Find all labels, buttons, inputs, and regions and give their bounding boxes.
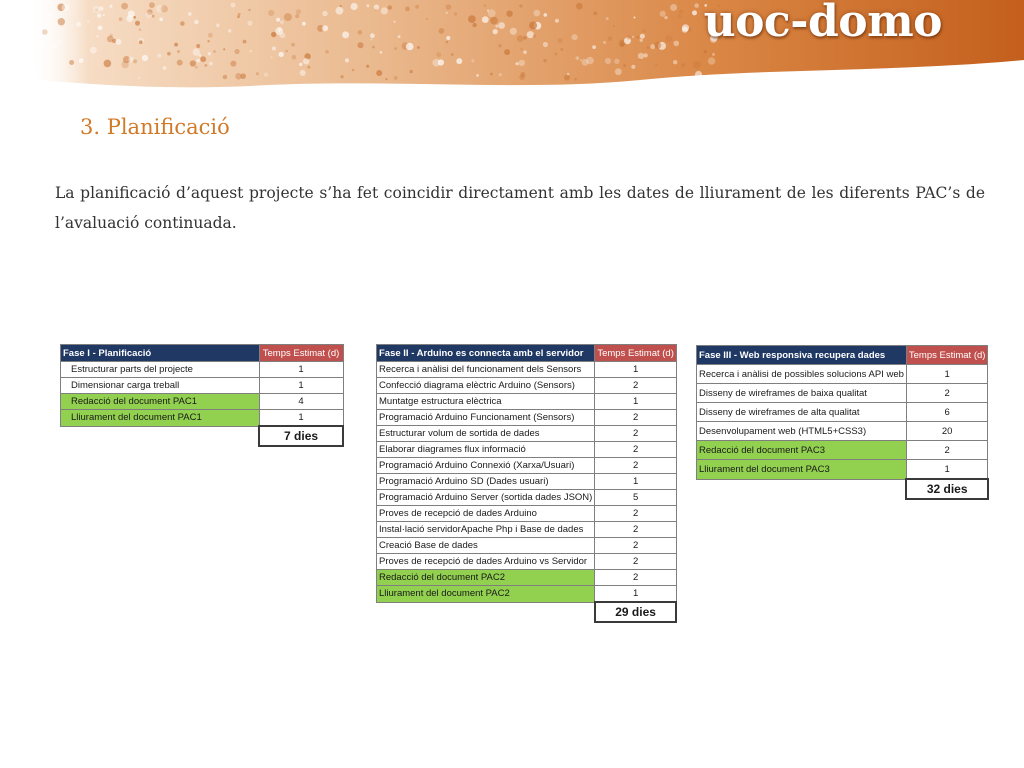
- task-name: Redacció del document PAC1: [61, 394, 260, 410]
- task-row: [377, 378, 677, 394]
- phase-header-row: [61, 345, 344, 362]
- task-row: [377, 394, 677, 410]
- task-days: 4: [259, 394, 343, 410]
- task-days: 1: [906, 365, 988, 384]
- total-row: [697, 479, 988, 499]
- task-days: 6: [906, 403, 988, 422]
- task-row: [377, 490, 677, 506]
- task-name: Creació Base de dades: [377, 538, 595, 554]
- task-row: [377, 410, 677, 426]
- task-days: 1: [259, 378, 343, 394]
- task-days: 20: [906, 422, 988, 441]
- task-days: 1: [595, 586, 677, 603]
- phase-total: 29 dies: [595, 602, 677, 622]
- task-row: [377, 506, 677, 522]
- task-name: Programació Arduino SD (Dades usuari): [377, 474, 595, 490]
- phase-title: Fase III - Web responsiva recupera dades: [697, 346, 907, 365]
- total-spacer: [61, 426, 260, 446]
- total-row: [61, 426, 344, 446]
- task-row: [697, 365, 988, 384]
- task-days: 5: [595, 490, 677, 506]
- task-row: [377, 442, 677, 458]
- task-name: Proves de recepció de dades Arduino: [377, 506, 595, 522]
- task-name: Programació Arduino Funcionament (Sensors): [377, 410, 595, 426]
- task-row: [377, 474, 677, 490]
- phase-title: Fase I - Planificació: [61, 345, 260, 362]
- task-days: 2: [906, 384, 988, 403]
- task-days: 2: [595, 458, 677, 474]
- task-row: [697, 460, 988, 480]
- task-name: Disseny de wireframes de baixa qualitat: [697, 384, 907, 403]
- task-days: 1: [259, 410, 343, 427]
- task-name: Instal·lació servidorApache Php i Base de dades: [377, 522, 595, 538]
- task-days: 2: [595, 410, 677, 426]
- task-days: 2: [595, 442, 677, 458]
- task-name: Estructurar volum de sortida de dades: [377, 426, 595, 442]
- task-row: [61, 378, 344, 394]
- header-banner: [0, 0, 1024, 95]
- task-row: [377, 554, 677, 570]
- phase-total: 7 dies: [259, 426, 343, 446]
- task-name: Redacció del document PAC2: [377, 570, 595, 586]
- task-name: Lliurament del document PAC3: [697, 460, 907, 480]
- phase-3-table: [696, 345, 989, 500]
- task-name: Desenvolupament web (HTML5+CSS3): [697, 422, 907, 441]
- task-days: 2: [595, 378, 677, 394]
- task-days: 1: [595, 474, 677, 490]
- brand-logo-text: uoc-domo: [703, 0, 942, 47]
- intro-paragraph: La planificació d’aquest projecte s’ha fet coincidir directament amb les dates de lliurament de les diferents PAC’s de l’avaluació continuada.: [55, 184, 985, 232]
- task-row: [697, 384, 988, 403]
- phase-total: 32 dies: [906, 479, 988, 499]
- task-name: Recerca i anàlisi del funcionament dels Sensors: [377, 362, 595, 378]
- task-name: Lliurament del document PAC1: [61, 410, 260, 427]
- task-name: Lliurament del document PAC2: [377, 586, 595, 603]
- task-days: 2: [595, 570, 677, 586]
- task-days: 2: [595, 426, 677, 442]
- time-estimate-header: Temps Estimat (d): [595, 345, 677, 362]
- total-row: [377, 602, 677, 622]
- task-row: [377, 458, 677, 474]
- task-row: [377, 426, 677, 442]
- task-row: [697, 403, 988, 422]
- task-days: 2: [595, 554, 677, 570]
- task-row: [61, 394, 344, 410]
- task-name: Estructurar parts del projecte: [61, 362, 260, 378]
- task-name: Disseny de wireframes de alta qualitat: [697, 403, 907, 422]
- task-days: 2: [906, 441, 988, 460]
- task-days: 1: [906, 460, 988, 480]
- task-days: 1: [595, 362, 677, 378]
- task-row: [377, 570, 677, 586]
- task-days: 2: [595, 506, 677, 522]
- task-row: [377, 522, 677, 538]
- task-days: 2: [595, 522, 677, 538]
- task-row: [377, 362, 677, 378]
- time-estimate-header: Temps Estimat (d): [259, 345, 343, 362]
- time-estimate-header: Temps Estimat (d): [906, 346, 988, 365]
- task-days: 1: [259, 362, 343, 378]
- task-name: Programació Arduino Server (sortida dades JSON): [377, 490, 595, 506]
- task-row: [697, 422, 988, 441]
- task-name: Elaborar diagrames flux informació: [377, 442, 595, 458]
- task-row: [377, 586, 677, 603]
- task-name: Programació Arduino Connexió (Xarxa/Usuari): [377, 458, 595, 474]
- task-name: Confecció diagrama elèctric Arduino (Sensors): [377, 378, 595, 394]
- total-spacer: [697, 479, 907, 499]
- task-days: 2: [595, 538, 677, 554]
- phase-1-table: [60, 344, 344, 447]
- task-name: Dimensionar carga treball: [61, 378, 260, 394]
- section-title: 3. Planificació: [80, 115, 230, 139]
- task-row: [61, 362, 344, 378]
- task-name: Muntatge estructura elèctrica: [377, 394, 595, 410]
- phase-2-table: [376, 344, 677, 623]
- task-row: [697, 441, 988, 460]
- phase-header-row: [697, 346, 988, 365]
- task-row: [61, 410, 344, 427]
- task-name: Redacció del document PAC3: [697, 441, 907, 460]
- total-spacer: [377, 602, 595, 622]
- task-row: [377, 538, 677, 554]
- phase-title: Fase II - Arduino es connecta amb el servidor: [377, 345, 595, 362]
- phase-header-row: [377, 345, 677, 362]
- task-name: Recerca i anàlisi de possibles solucions API web: [697, 365, 907, 384]
- task-name: Proves de recepció de dades Arduino vs Servidor: [377, 554, 595, 570]
- task-days: 1: [595, 394, 677, 410]
